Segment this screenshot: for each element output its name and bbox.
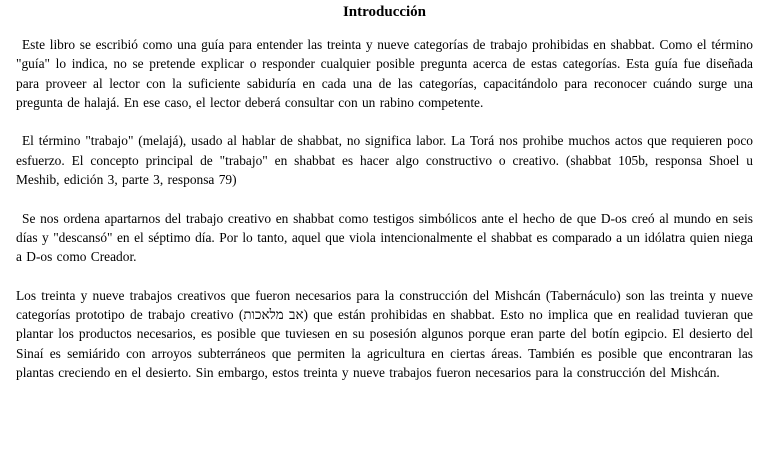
paragraph-purpose: Este libro se escribió como una guía para entender las treinta y nueve categorías de trabajo prohibidas en shabbat. Como el término "guía" lo indica, no se pretende explicar o responder cualquier posible pregunta acerca de estas categorías. Esta guía fue diseñada para proveer al lector con la suficiente sabiduría en cada una de las categorías, capacitándolo para reconocer cuándo surge una pregunta de halajá. En ese caso, el lector deberá consultar con un rabino competente. bbox=[16, 37, 753, 110]
document-page bbox=[16, 0, 753, 402]
paragraph-mishkan-labors: Los treinta y nueve trabajos creativos que fueron necesarios para la construcción del Mishcán (Tabernáculo) son las treinta y nueve categorías prototipo de trabajo creativo (אב מלאכות) que están prohibidas en shabbat. Esto no implica que en realidad tuvieran que plantar los productos necesarios, es posible que tuviesen en su posesión algunos porque eran parte del botín egipcio. El desierto del Sinaí es semiárido con arroyos subterráneos que permiten la agricultura en ciertas áreas. También es posible que encontraran las plantas creciendo en el desierto. Sin embargo, estos treinta y nueve trabajos fueron necesarios para la construcción del Mishcán. bbox=[16, 287, 753, 381]
paragraph-creation-rest: Se nos ordena apartarnos del trabajo creativo en shabbat como testigos simbólicos ante el hecho de que D-os creó al mundo en seis días y "descansó" en el séptimo día. Por lo tanto, aquel que viola intencionalmente el shabbat es comparado a un idólatra quien niega a D-os como Creador. bbox=[16, 210, 753, 265]
paragraph-melacha-definition: El término "trabajo" (melajá), usado al hablar de shabbat, no significa labor. La Torá nos prohibe muchos actos que requieren poco esfuerzo. El concepto principal de "trabajo" en shabbat es hacer algo constructivo o creativo. (shabbat 105b, responsa Shoel u Meshib, edición 3, parte 3, responsa 79) bbox=[16, 133, 753, 188]
document-title: Introducción bbox=[342, 4, 427, 20]
